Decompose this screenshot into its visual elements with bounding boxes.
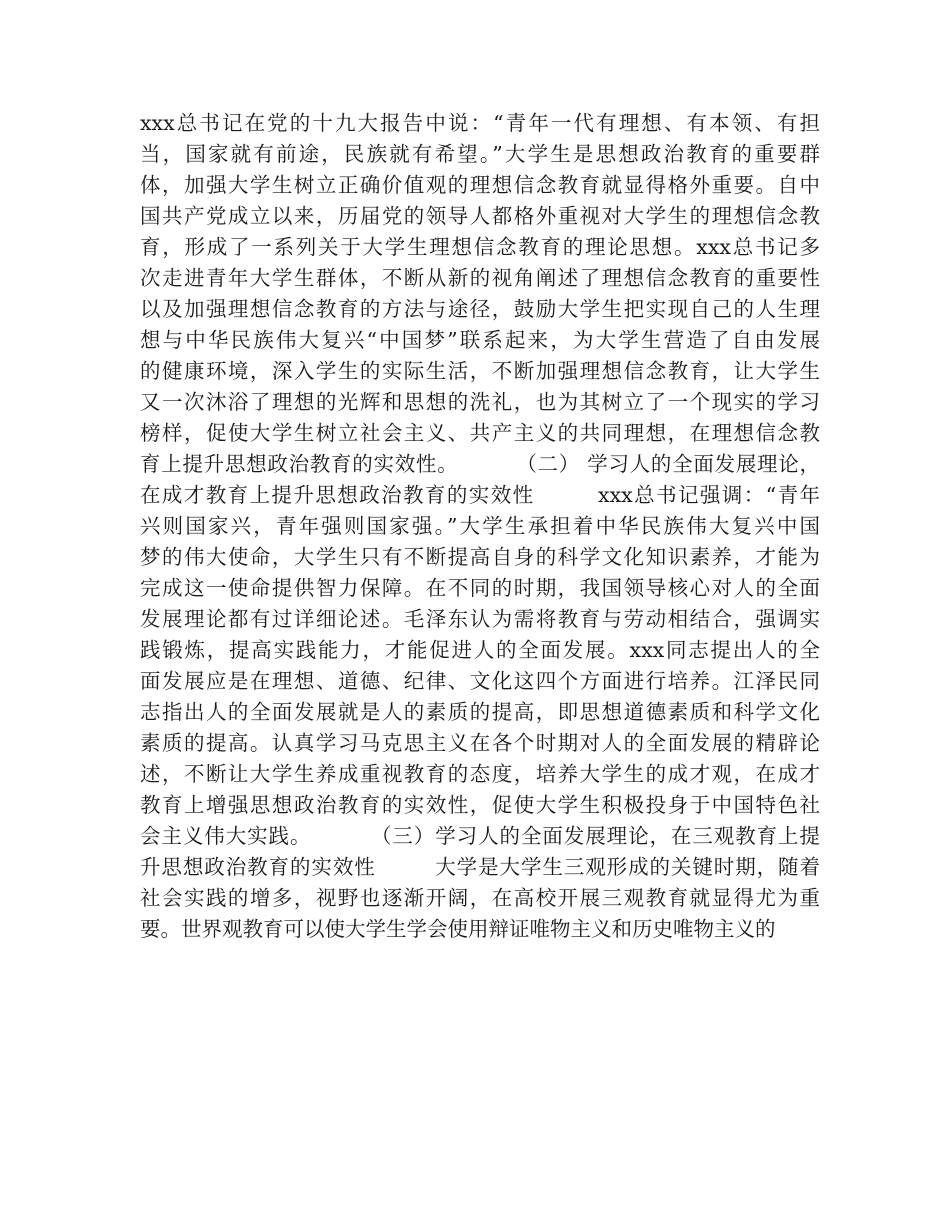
text-line: 面发展应是在理想、道德、纪律、文化这四个方面进行培养。江泽民同 [140, 669, 820, 693]
text-line: 素质的提高。认真学习马克思主义在各个时期对人的全面发展的精辟论 [140, 731, 820, 755]
text-line: 的健康环境，深入学生的实际生活，不断加强理想信念教育，让大学生 [140, 359, 820, 383]
text-line: 梦的伟大使命，大学生只有不断提高自身的科学文化知识素养，才能为 [140, 545, 820, 569]
body-text [140, 108, 820, 945]
text-line: 兴则国家兴，青年强则国家强。”大学生承担着中华民族伟大复兴中国 [140, 514, 820, 538]
text-line: 完成这一使命提供智力保障。在不同的时期，我国领导核心对人的全面 [140, 576, 820, 600]
text-line: 榜样，促使大学生树立社会主义、共产主义的共同理想，在理想信念教 [140, 421, 820, 445]
text-line: 体，加强大学生树立正确价值观的理想信念教育就显得格外重要。自中 [140, 173, 820, 197]
text-line: 践锻炼，提高实践能力，才能促进人的全面发展。xxx同志提出人的全 [140, 638, 820, 662]
text-line: 发展理论都有过详细论述。毛泽东认为需将教育与劳动相结合，强调实 [140, 607, 820, 631]
text-line: 以及加强理想信念教育的方法与途径，鼓励大学生把实现自己的人生理 [140, 297, 820, 321]
text-line: 育，形成了一系列关于大学生理想信念教育的理论思想。xxx总书记多 [140, 235, 820, 259]
text-line: 想与中华民族伟大复兴“中国梦”联系起来，为大学生营造了自由发展 [140, 328, 820, 352]
text-line: 又一次沐浴了理想的光辉和思想的洗礼，也为其树立了一个现实的学习 [140, 390, 820, 414]
text-line: 在成才教育上提升思想政治教育的实效性 xxx总书记强调：“青年 [140, 483, 820, 507]
text-line: 国共产党成立以来，历届党的领导人都格外重视对大学生的理想信念教 [140, 204, 820, 228]
text-line: xxx总书记在党的十九大报告中说：“青年一代有理想、有本领、有担 [140, 111, 820, 135]
text-line: 教育上增强思想政治教育的实效性，促使大学生积极投身于中国特色社 [140, 793, 820, 817]
text-line: 会主义伟大实践。 （三）学习人的全面发展理论，在三观教育上提 [140, 824, 820, 848]
text-line: 社会实践的增多，视野也逐渐开阔，在高校开展三观教育就显得尤为重 [140, 886, 820, 910]
text-line: 要。世界观教育可以使大学生学会使用辩证唯物主义和历史唯物主义的 [140, 917, 776, 941]
text-line: 当，国家就有前途，民族就有希望。”大学生是思想政治教育的重要群 [140, 142, 820, 166]
text-line: 志指出人的全面发展就是人的素质的提高，即思想道德素质和科学文化 [140, 700, 820, 724]
text-line: 次走进青年大学生群体，不断从新的视角阐述了理想信念教育的重要性 [140, 266, 820, 290]
text-line: 育上提升思想政治教育的实效性。 （二） 学习人的全面发展理论， [140, 452, 820, 476]
text-line: 述，不断让大学生养成重视教育的态度，培养大学生的成才观，在成才 [140, 762, 820, 786]
text-line: 升思想政治教育的实效性 大学是大学生三观形成的关键时期，随着 [140, 855, 820, 879]
